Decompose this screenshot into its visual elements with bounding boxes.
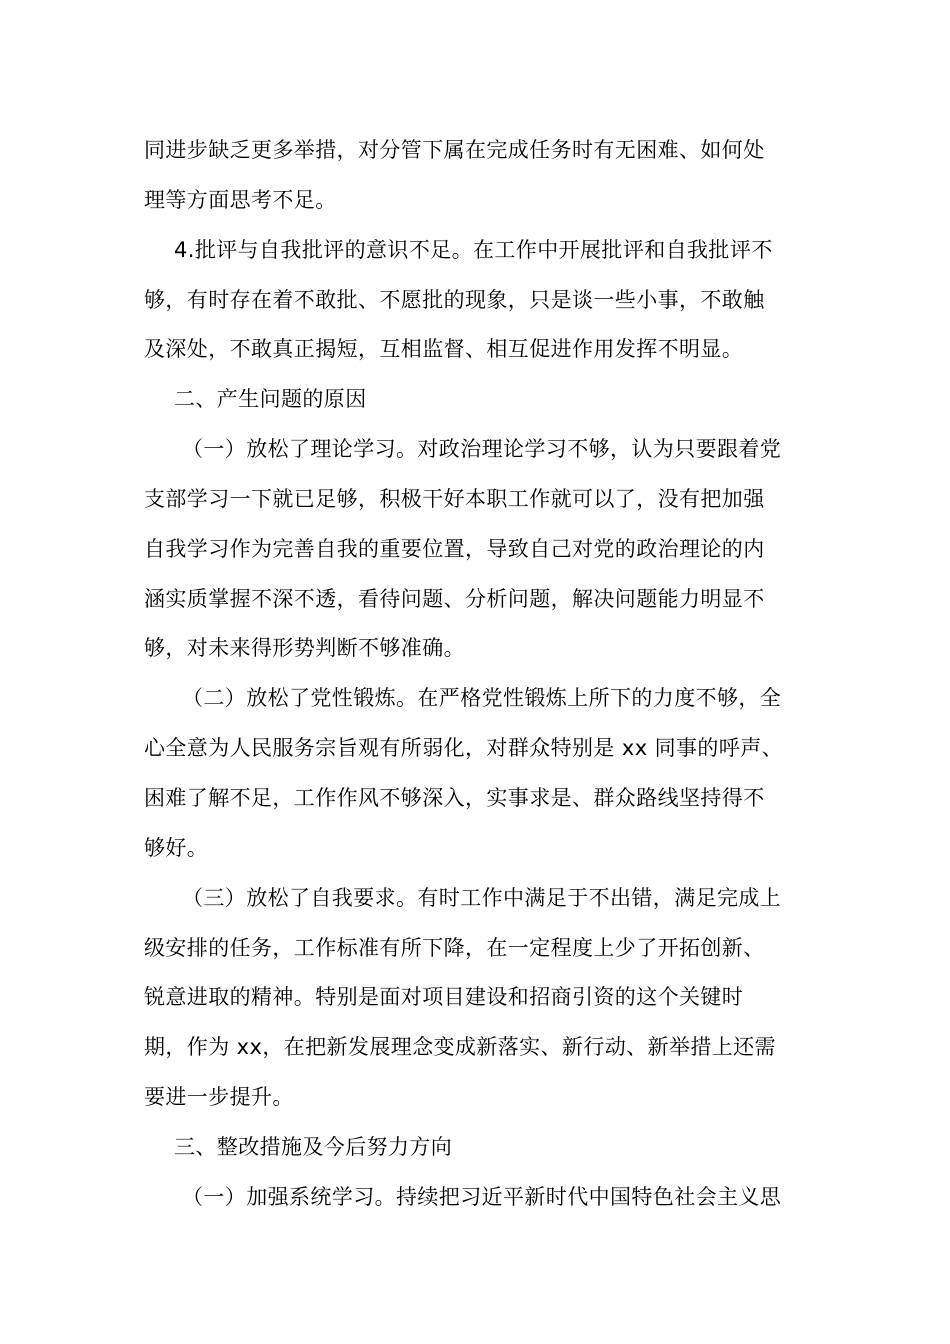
paragraph-4-heading: 4.批评与自我批评的意识不足。在工作中开展批评和自我批评不 — [174, 237, 773, 262]
document-body — [144, 126, 808, 1223]
subsection-heading-3: （三）放松了自我要求。有时工作中满足于不出错，满足完成上 — [182, 885, 782, 910]
text-line: 够，有时存在着不敢批、不愿批的现象，只是谈一些小事，不敢触 — [144, 287, 765, 312]
section-heading-2: 二、产生问题的原因 — [174, 387, 367, 412]
text-line: 支部学习一下就已足够，积极干好本职工作就可以了，没有把加强 — [144, 486, 765, 511]
section-heading-3: 三、整改措施及今后努力方向 — [174, 1134, 453, 1159]
subsection-heading-2: （二）放松了党性锻炼。在严格党性锻炼上所下的力度不够，全 — [182, 686, 782, 711]
text-line: 期，作为 xx，在把新发展理念变成新落实、新行动、新举措上还需 — [144, 1035, 776, 1060]
text-line: 锐意进取的精神。特别是面对项目建设和招商引资的这个关键时 — [144, 985, 744, 1010]
subsection-heading-1: （一）加强系统学习。持续把习近平新时代中国特色社会主义思 — [182, 1184, 782, 1209]
text-line: 级安排的任务，工作标准有所下降，在一定程度上少了开拓创新、 — [144, 935, 765, 960]
text-line: 自我学习作为完善自我的重要位置，导致自己对党的政治理论的内 — [144, 536, 765, 561]
text-line: 涵实质掌握不深不透，看待问题、分析问题，解决问题能力明显不 — [144, 586, 765, 611]
text-line: 同进步缺乏更多举措，对分管下属在完成任务时有无困难、如何处 — [144, 138, 765, 162]
subsection-heading-1: （一）放松了理论学习。对政治理论学习不够，认为只要跟着党 — [182, 437, 782, 462]
text-line: 心全意为人民服务宗旨观有所弱化，对群众特别是 xx 同事的呼声、 — [144, 736, 784, 761]
text-line: 及深处，不敢真正揭短，互相监督、相互促进作用发挥不明显。 — [144, 337, 744, 362]
text-line: 理等方面思考不足。 — [144, 187, 337, 212]
text-line: 够，对未来得形势判断不够准确。 — [144, 636, 465, 661]
text-line: 困难了解不足，工作作风不够深入，实事求是、群众路线坚持得不 — [144, 785, 765, 810]
text-line: 要进一步提升。 — [144, 1085, 294, 1110]
text-line: 够好。 — [144, 835, 209, 860]
